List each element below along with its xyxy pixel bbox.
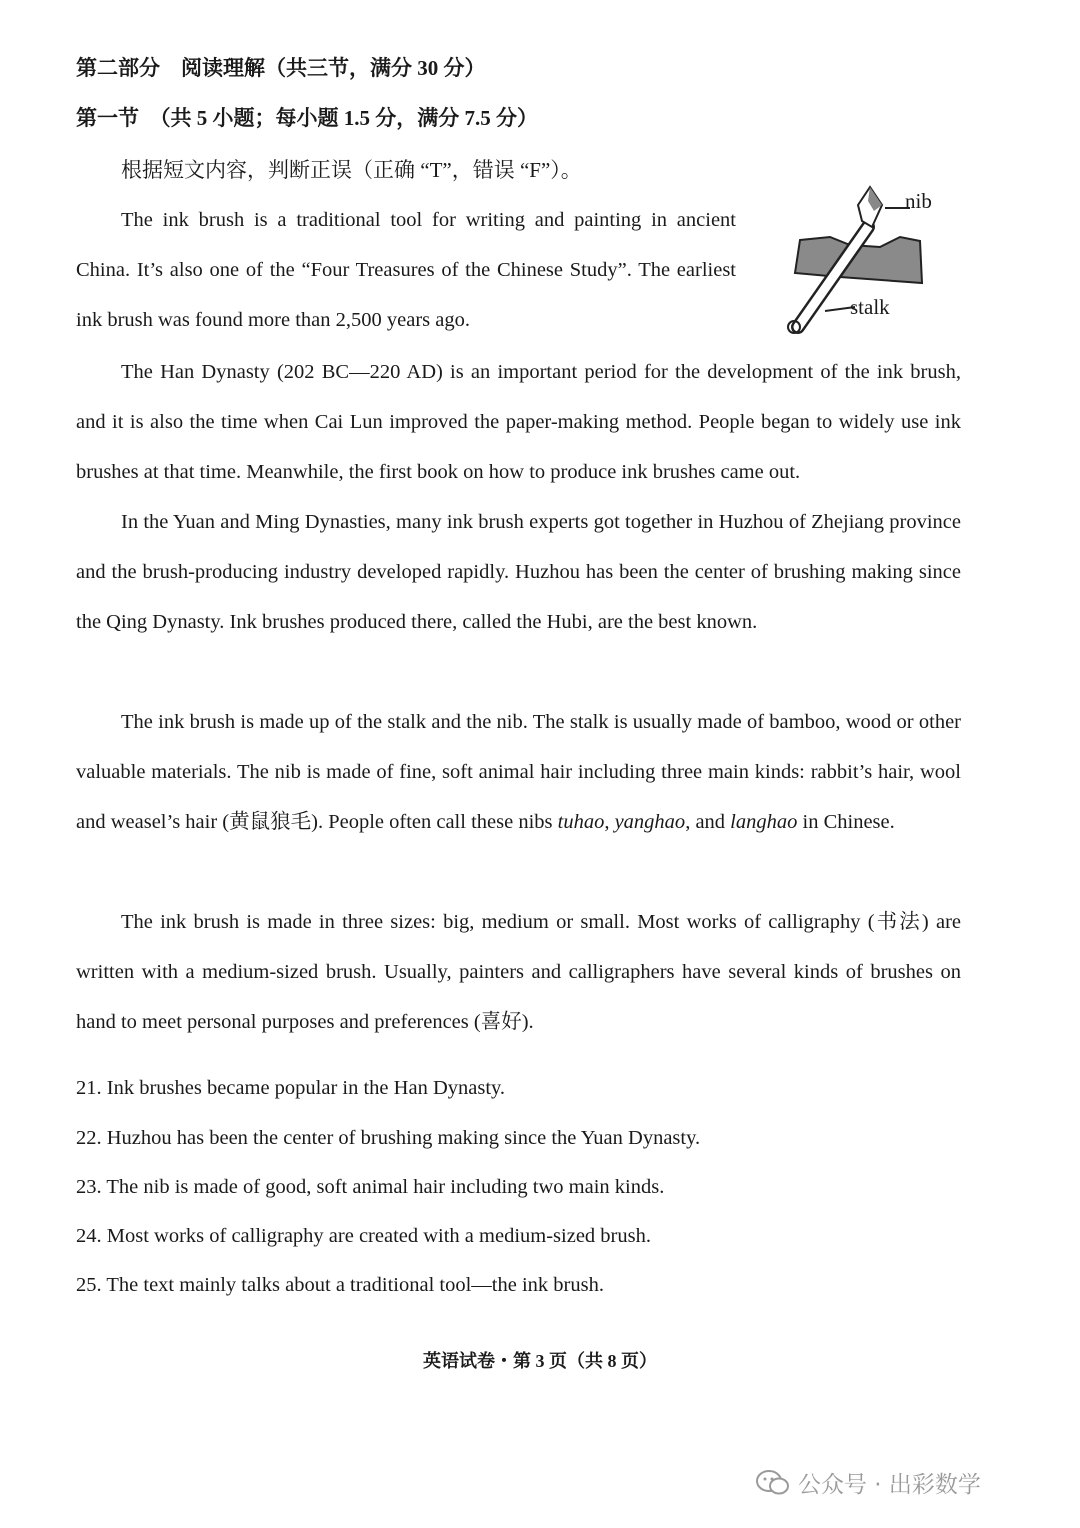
part-title: 第二部分 阅读理解（共三节，满分 30 分） [76,56,486,80]
term-yanghao: yanghao [614,811,686,833]
question-23: 23. The nib is made of good, soft animal hair including two main kinds. [76,1176,665,1198]
wechat-icon [756,1469,790,1497]
text: , [604,811,615,833]
instruction: 根据短文内容，判断正误（正确 “T”，错误 “F”）。 [121,158,582,182]
watermark-text: 公众号 · 出彩数学 [798,1472,981,1498]
question-22: 22. Huzhou has been the center of brushing making since the Yuan Dynasty. [76,1127,701,1149]
page-footer: 英语试卷・第 3 页（共 8 页） [423,1351,657,1371]
question-21: 21. Ink brushes became popular in the Han Dynasty. [76,1077,506,1099]
paragraph-1: The ink brush is a traditional tool for writing and painting in ancient China. It’s also one of the “Four Treasures of the Chinese Study”. The earliest ink brush was found more than 2,500 years ago. [76,209,736,331]
text: in Chinese. [797,811,895,833]
watermark [756,1466,981,1499]
paragraph-4 [76,697,961,847]
ink-brush-illustration [770,175,970,345]
text: , and [685,811,731,833]
section-title: 第一节 （共 5 小题；每小题 1.5 分，满分 7.5 分） [76,106,538,130]
paragraph-2: The Han Dynasty (202 BC—220 AD) is an important period for the development of the ink brush, and it is also the time when Cai Lun improved the paper-making method. People began to widely use ink brushes at that time. Meanwhile, the first book on how to produce ink brushes came out. [76,361,961,483]
paragraph-3: In the Yuan and Ming Dynasties, many ink brush experts got together in Huzhou of Zhejiang province and the brush-producing industry developed rapidly. Huzhou has been the center of brushing making since the Qing Dynasty. Ink brushes produced there, called the Hubi, are the best known. [76,511,961,633]
nib-label: nib [905,189,932,213]
question-24: 24. Most works of calligraphy are created with a medium-sized brush. [76,1225,651,1247]
paragraph-5: The ink brush is made in three sizes: big, medium or small. Most works of calligraphy (书法) are written with a medium-sized brush. Usually, painters and calligraphers have several kinds of brushes on hand to meet personal purposes and preferences (喜好). [76,911,961,1033]
term-tuhao: tuhao [557,811,605,833]
stalk-label: stalk [850,295,890,319]
term-langhao: langhao [730,811,798,833]
text: The ink brush is made up of the stalk and the nib. The stalk is usually made of bamboo, wood or other valuable materials. The nib is made of fine, soft animal hair including three main kinds: rabbit’s hair, wool and weasel’s hair (黄鼠狼毛). People often call these nibs [76,711,961,833]
question-25: 25. The text mainly talks about a traditional tool—the ink brush. [76,1274,604,1296]
